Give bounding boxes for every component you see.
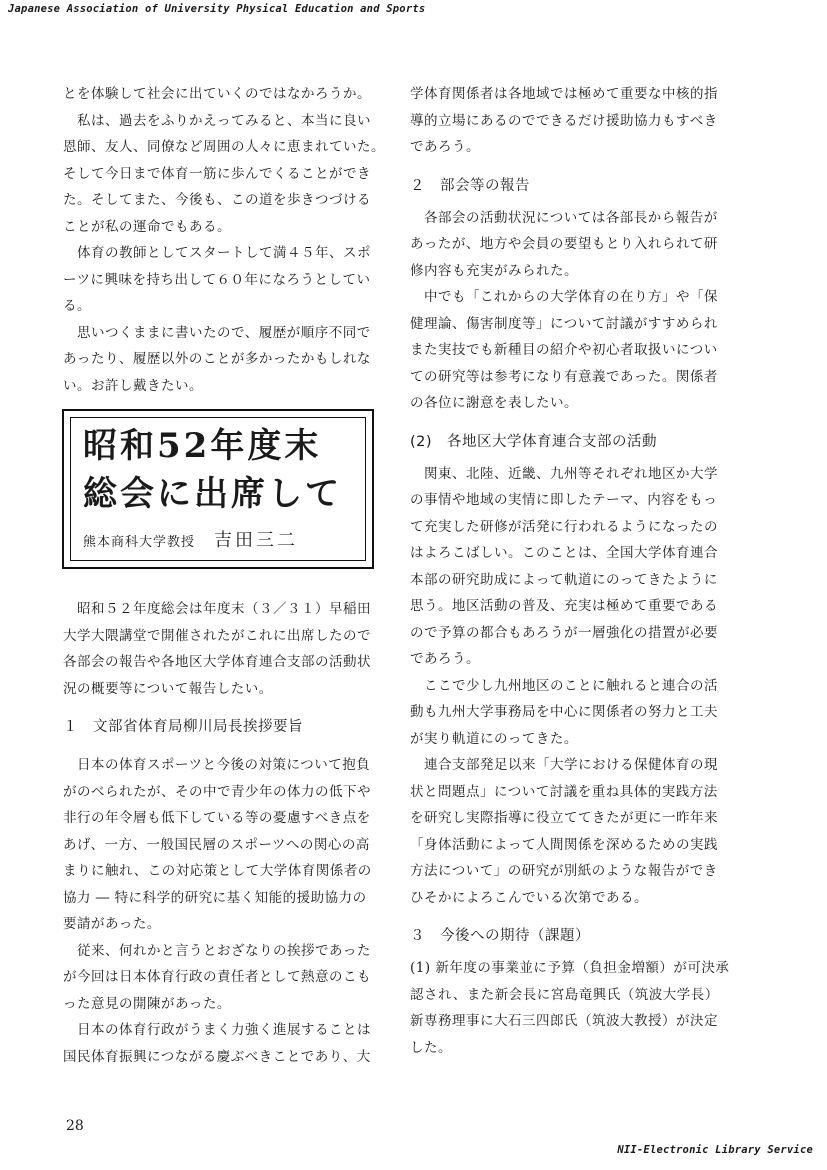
- spacer: [63, 702, 393, 714]
- text-line: そして今日まで体育一筋に歩んでくることができ: [63, 165, 371, 182]
- text-line: 日本の体育スポーツと今後の対策について抱負: [63, 757, 371, 773]
- author-affiliation: 熊本商科大学教授: [83, 535, 196, 550]
- text-line: 方法について」の研究が別紙のような報告ができ: [410, 863, 718, 879]
- text-line: がのべられたが、その中で青少年の体力の低下や: [63, 783, 371, 800]
- text-line: る。: [63, 298, 91, 314]
- text-line: 況の概要等について報告したい。: [63, 680, 273, 697]
- text-line: ここで少し九州地区のことに触れると連合の活: [410, 677, 718, 694]
- text-line: 認され、また新会長に宮島竜興氏（筑波大学長）: [410, 986, 719, 1003]
- text-line: が今回は日本体育行政の責任者として熱意のこも: [63, 969, 371, 985]
- text-line: 動も九州大学事務局を中心に関係者の努力と工夫: [410, 704, 718, 720]
- text-line: 状と問題点」について討議を重ね具体的実践方法: [410, 783, 718, 800]
- text-line: であろう。: [410, 139, 480, 155]
- text-line: であろう。: [410, 651, 480, 667]
- text-line: 国民体育振興につながる慶ぶべきことであり、大: [63, 1048, 371, 1065]
- text-line: て充実した研修が活発に行われるようになったの: [410, 518, 718, 535]
- text-line: 各部会の報告や各地区大学体育連合支部の活動状: [63, 654, 371, 670]
- text-line: 非行の年令層も低下している等の憂慮すべき点を: [63, 810, 371, 826]
- text-line: あったり、履歴以外のことが多かったかもしれな: [63, 351, 371, 367]
- text-line: 学体育関係者は各地域では極めて重要な中核的指: [410, 86, 718, 102]
- text-line: 関東、北陸、近畿、九州等それぞれ地区か大学: [410, 465, 718, 482]
- article-top-column: [63, 81, 393, 399]
- text-line: の事情や地域の実情に即したテーマ、内容をもっ: [410, 492, 718, 508]
- text-line: が実り軌道にのってきた。: [410, 730, 578, 747]
- text-line: 従来、何れかと言うとおざなりの挨拶であった: [63, 942, 371, 959]
- text-line: 連合支部発足以来「大学における保健体育の現: [410, 757, 718, 773]
- journal-header: Japanese Association of University Physical Education and Sports: [8, 3, 426, 15]
- spacer: [410, 417, 740, 429]
- library-service-footer: NII-Electronic Library Service: [617, 1144, 813, 1156]
- section-heading: ２ 部会等の報告: [410, 177, 530, 194]
- text-line: また実技でも新種目の紹介や初心者取扱いについ: [410, 342, 718, 358]
- text-line: 「身体活動によって人間関係を深めるための実践: [410, 836, 718, 853]
- text-line: した。: [410, 1039, 452, 1056]
- article-right-column: [410, 81, 740, 1061]
- text-line: た。そしてまた、今後も、この道を歩きつづける: [63, 192, 371, 208]
- section-heading: ３ 今後への期待（課題）: [410, 928, 590, 944]
- article-left-column: [63, 596, 393, 1070]
- text-line: ての研究等は参考になり有意義であった。関係者: [410, 368, 718, 385]
- text-line: 体育の教師としてスタートして満４５年、スポ: [63, 245, 371, 261]
- text-line: 健理論、傷害制度等」について討議がすすめられ: [410, 315, 718, 332]
- text-line: い。お許し戴きたい。: [63, 377, 203, 394]
- spacer: [63, 740, 393, 752]
- text-line: った意見の開陳があった。: [63, 995, 231, 1012]
- text-line: (1) 新年度の事業並に予算（負担金増額）が可決承: [410, 960, 730, 976]
- text-line: 各部会の活動状況については各部長から報告が: [410, 209, 718, 226]
- article-title-line-1: 昭和52年度末: [83, 426, 322, 466]
- text-line: ーツに興味を持ち出して６０年になろうとしてい: [63, 271, 371, 288]
- text-line: あげ、一方、一般国民層のスポーツへの関心の高: [63, 836, 370, 853]
- text-line: の各位に謝意を表したい。: [410, 395, 578, 411]
- text-line: を研究し実際指導に役立ててきたが更に一昨年来: [410, 810, 718, 826]
- section-heading: １ 文部省体育局柳川局長挨拶要旨: [63, 719, 303, 735]
- section-heading: (2) 各地区大学体育連合支部の活動: [410, 433, 658, 450]
- text-line: 協力 ― 特に科学的研究に基く知能的援助協力の: [63, 889, 367, 906]
- text-line: とを体験して社会に出ていくのではなかろうか。: [63, 86, 371, 102]
- text-line: ことが私の運命でもある。: [63, 218, 231, 235]
- text-line: 導的立場にあるのでできるだけ援助協力もすべき: [410, 112, 718, 129]
- text-line: 私は、過去をふりかえってみると、本当に良い: [63, 112, 371, 129]
- text-line: 日本の体育行政がうまく力強く進展することは: [63, 1022, 371, 1038]
- article-title-line-2: 総会に出席して: [83, 474, 342, 514]
- text-line: 本部の研究助成によって軌道にのってきたように: [410, 571, 718, 588]
- article-title-box: [62, 409, 374, 569]
- text-line: 恩師、友人、同僚など周囲の人々に恵まれていた。: [63, 139, 385, 155]
- text-line: 修内容も充実がみられた。: [410, 262, 578, 279]
- text-line: ひそかによろこんでいる次第である。: [410, 889, 648, 906]
- text-line: 思いつくままに書いたので、履歴が順序不同で: [63, 324, 371, 341]
- author-name: 吉田三二: [214, 530, 298, 551]
- text-line: 思う。地区活動の普及、充実は極めて重要である: [410, 598, 718, 614]
- text-line: あったが、地方や会員の要望もとり入れられて研: [410, 236, 718, 252]
- text-line: まりに触れ、この対応策として大学体育関係者の: [63, 863, 372, 879]
- page-number: 28: [66, 1118, 84, 1134]
- text-line: 新専務理事に大石三四郎氏（筑波大教授）が決定: [410, 1013, 718, 1029]
- text-line: ので予算の都合もあろうが一層強化の措置が必要: [410, 624, 718, 641]
- spacer: [410, 161, 740, 173]
- text-line: 大学大隈講堂で開催されたがこれに出席したので: [63, 627, 371, 644]
- text-line: 要請があった。: [63, 916, 161, 932]
- title-inner-frame: [70, 417, 366, 561]
- spacer: [410, 911, 740, 923]
- text-line: 昭和５２年度総会は年度末（３／３１）早稲田: [63, 601, 371, 617]
- text-line: はよろこばしい。このことは、全国大学体育連合: [410, 545, 718, 561]
- text-line: 中でも「これからの大学体育の在り方」や「保: [410, 289, 718, 305]
